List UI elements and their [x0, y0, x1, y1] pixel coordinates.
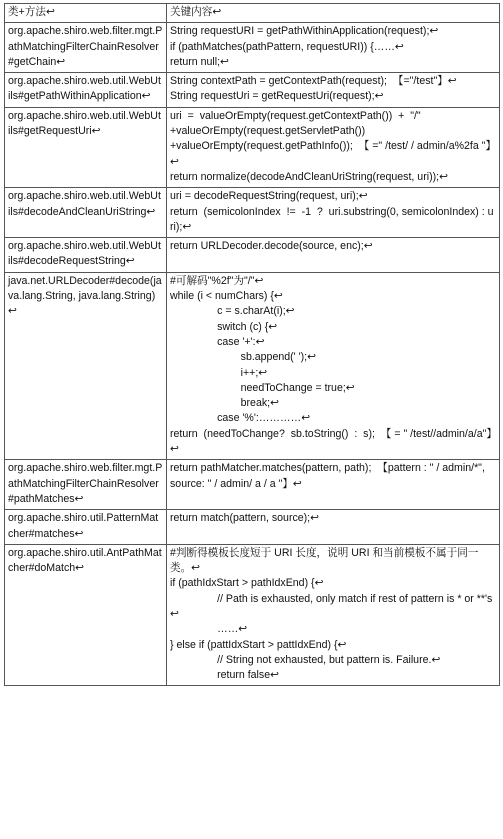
code-line: return normalize(decodeAndCleanUriString(request, uri));↩ — [170, 170, 448, 183]
method-cell: org.apache.shiro.util.AntPathMatcher#doMatch↩ — [5, 544, 167, 686]
table-row — [5, 73, 500, 108]
code-line: switch (c) {↩ — [170, 320, 278, 333]
code-line: i++;↩ — [170, 366, 268, 379]
method-cell: org.apache.shiro.web.util.WebUtils#getPathWithinApplication↩ — [5, 73, 167, 108]
table-row — [5, 188, 500, 238]
code-line: uri = valueOrEmpty(request.getContextPath()) + "/" — [170, 109, 421, 122]
code-line: String contextPath = getContextPath(request); 【="/test"】↩ — [170, 75, 457, 88]
content-cell — [167, 188, 500, 238]
code-line: case '%':…………↩ — [170, 412, 311, 425]
code-line: break;↩ — [170, 397, 279, 410]
code-line: // Path is exhausted, only match if rest of pattern is * or **'s↩ — [170, 592, 493, 620]
code-line: if (pathIdxStart > pathIdxEnd) {↩ — [170, 577, 324, 590]
code-line: +valueOrEmpty(request.getServletPath()) — [170, 125, 366, 138]
method-cell: org.apache.shiro.util.PatternMatcher#matches↩ — [5, 510, 167, 545]
code-line: return (semicolonIndex != -1 ? uri.substring(0, semicolonIndex) : uri);↩ — [170, 205, 494, 233]
content-cell — [167, 107, 500, 187]
code-line: #判断得模板长度短于 URI 长度，说明 URI 和当前模板不属于同一类。↩ — [170, 546, 479, 575]
content-cell — [167, 238, 500, 273]
table-header-row — [5, 4, 500, 23]
code-line: sb.append(' ');↩ — [170, 351, 316, 364]
method-cell: org.apache.shiro.web.filter.mgt.PathMatchingFilterChainResolver#getChain↩ — [5, 23, 167, 73]
table-row — [5, 544, 500, 686]
code-line: if (pathMatches(pathPattern, requestURI)) {……↩ — [170, 40, 404, 53]
code-line: return null;↩ — [170, 55, 229, 68]
code-line: uri = decodeRequestString(request, uri);↩ — [170, 190, 368, 203]
code-line: // String not exhausted, but pattern is. Failure.↩ — [170, 653, 441, 666]
content-cell — [167, 272, 500, 460]
table-row — [5, 238, 500, 273]
code-line: String requestUri = getRequestUri(request);↩ — [170, 90, 384, 103]
header-key-content: 关键内容↩ — [167, 4, 500, 23]
method-cell: java.net.URLDecoder#decode(java.lang.String, java.lang.String)↩ — [5, 272, 167, 460]
content-cell — [167, 460, 500, 510]
code-line: return pathMatcher.matches(pattern, path); 【pattern : " / admin/*", source: " / admin/ a / a "】↩ — [170, 462, 491, 490]
header-class-method: 类+方法↩ — [5, 4, 167, 23]
code-line: needToChange = true;↩ — [170, 381, 355, 394]
code-line: ……↩ — [170, 623, 248, 636]
method-cell: org.apache.shiro.web.util.WebUtils#decodeRequestString↩ — [5, 238, 167, 273]
table-row — [5, 460, 500, 510]
code-line: return false↩ — [170, 669, 279, 682]
code-line: String requestURI = getPathWithinApplication(request);↩ — [170, 25, 439, 38]
code-line: #可解码"%2f"为"/"↩ — [170, 274, 264, 287]
method-content-table — [4, 3, 500, 686]
content-cell — [167, 510, 500, 545]
method-cell: org.apache.shiro.web.filter.mgt.PathMatchingFilterChainResolver#pathMatches↩ — [5, 460, 167, 510]
table-row — [5, 510, 500, 545]
table-row — [5, 107, 500, 187]
code-line: } else if (pattIdxStart > pattIdxEnd) {↩ — [170, 638, 347, 651]
content-cell — [167, 23, 500, 73]
table-row — [5, 23, 500, 73]
method-cell: org.apache.shiro.web.util.WebUtils#decodeAndCleanUriString↩ — [5, 188, 167, 238]
method-cell: org.apache.shiro.web.util.WebUtils#getRequestUri↩ — [5, 107, 167, 187]
code-line: c = s.charAt(i);↩ — [170, 305, 295, 318]
code-line: +valueOrEmpty(request.getPathInfo()); 【 =" /test/ / admin/a%2fa "】↩ — [170, 140, 491, 168]
code-line: return match(pattern, source);↩ — [170, 512, 320, 525]
code-line: case '+':↩ — [170, 335, 265, 348]
table-row — [5, 272, 500, 460]
code-line: return (needToChange? sb.toString() : s); 【 = " /test//admin/a/a"】↩ — [170, 427, 492, 456]
code-line: while (i < numChars) {↩ — [170, 290, 283, 303]
content-cell — [167, 544, 500, 686]
code-line: return URLDecoder.decode(source, enc);↩ — [170, 240, 373, 253]
content-cell — [167, 73, 500, 108]
